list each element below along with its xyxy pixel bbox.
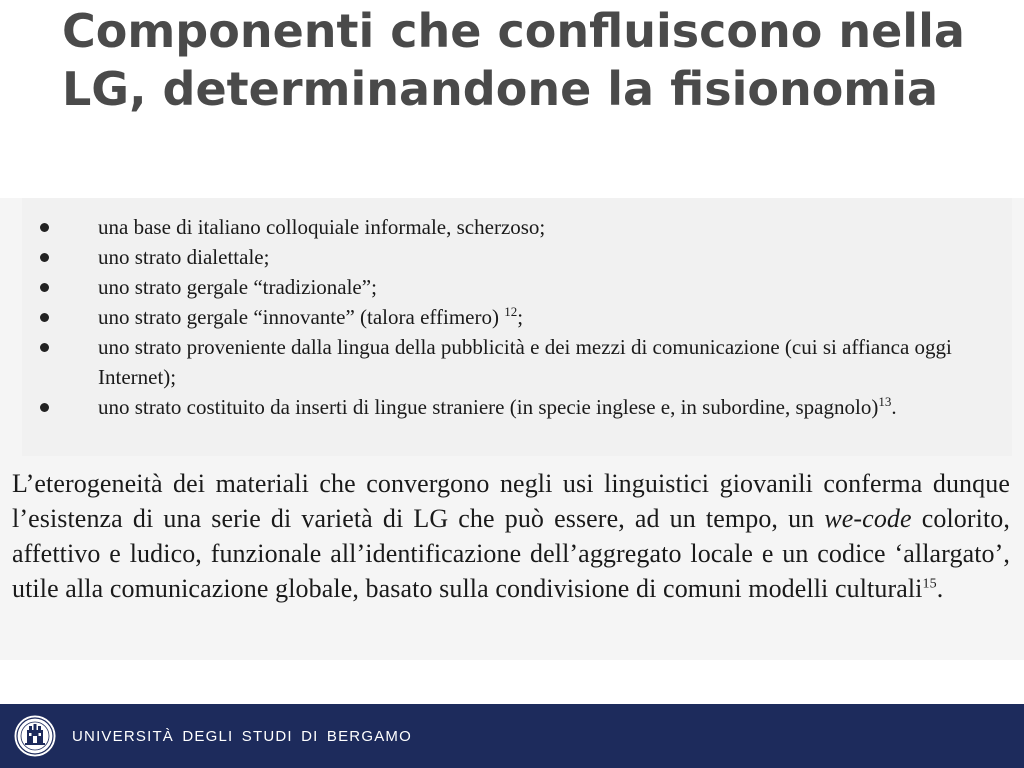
list-item — [36, 332, 1011, 392]
paragraph-emphasis: we-code — [824, 504, 912, 533]
slide-title: Componenti che confluiscono nella LG, determinandone la fisionomia — [62, 4, 965, 116]
paragraph-end: . — [936, 574, 944, 603]
bullet-icon — [40, 313, 49, 322]
bullet-icon — [40, 253, 49, 262]
list-item-text: uno strato costituito da inserti di lingue straniere (in specie inglese e, in subordine, spagnolo) — [98, 395, 879, 419]
list-item — [36, 272, 1011, 302]
list-item — [36, 302, 1011, 332]
list-item — [36, 212, 1011, 242]
footnote-ref: 12 — [504, 304, 518, 319]
footer-bar — [0, 704, 1024, 768]
institution-name: UNIVERSITÀ DEGLI STUDI DI BERGAMO — [72, 727, 412, 745]
list-item-punct: ; — [517, 305, 524, 329]
paragraph-text: L’eterogeneità dei materiali che convergono negli usi linguistici giovanili conferma dunque l’esistenza di una serie di varietà di LG che può essere, ad un tempo, un — [12, 469, 1010, 533]
list-item-text: uno strato gergale “innovante” (talora effimero) — [98, 305, 505, 329]
scanned-page-excerpt — [0, 198, 1024, 660]
paragraph-text: colorito, affettivo e ludico, funzionale all’identificazione dell’aggregato locale e un codice ‘allargato’, utile alla comunicazione globale, basato sulla condivisione di comuni modelli culturali — [12, 504, 1011, 603]
footnote-ref: 15 — [922, 576, 937, 592]
bullet-icon — [40, 343, 49, 352]
list-item-text: una base di italiano colloquiale informale, scherzoso; — [98, 215, 546, 239]
bullet-icon — [40, 403, 49, 412]
university-seal-icon — [12, 713, 58, 759]
footnote-ref: 13 — [878, 394, 892, 409]
list-item-text: uno strato dialettale; — [98, 245, 270, 269]
list-item — [36, 392, 1011, 422]
list-item — [36, 242, 1011, 272]
body-paragraph — [12, 466, 1010, 606]
list-item-text: uno strato gergale “tradizionale”; — [98, 275, 377, 299]
bullet-icon — [40, 223, 49, 232]
list-item-text: uno strato proveniente dalla lingua della pubblicità e dei mezzi di comunicazione (cui si affianca oggi Internet); — [98, 335, 952, 389]
component-list — [36, 212, 1011, 422]
list-item-punct: . — [891, 395, 897, 419]
bullet-icon — [40, 283, 49, 292]
